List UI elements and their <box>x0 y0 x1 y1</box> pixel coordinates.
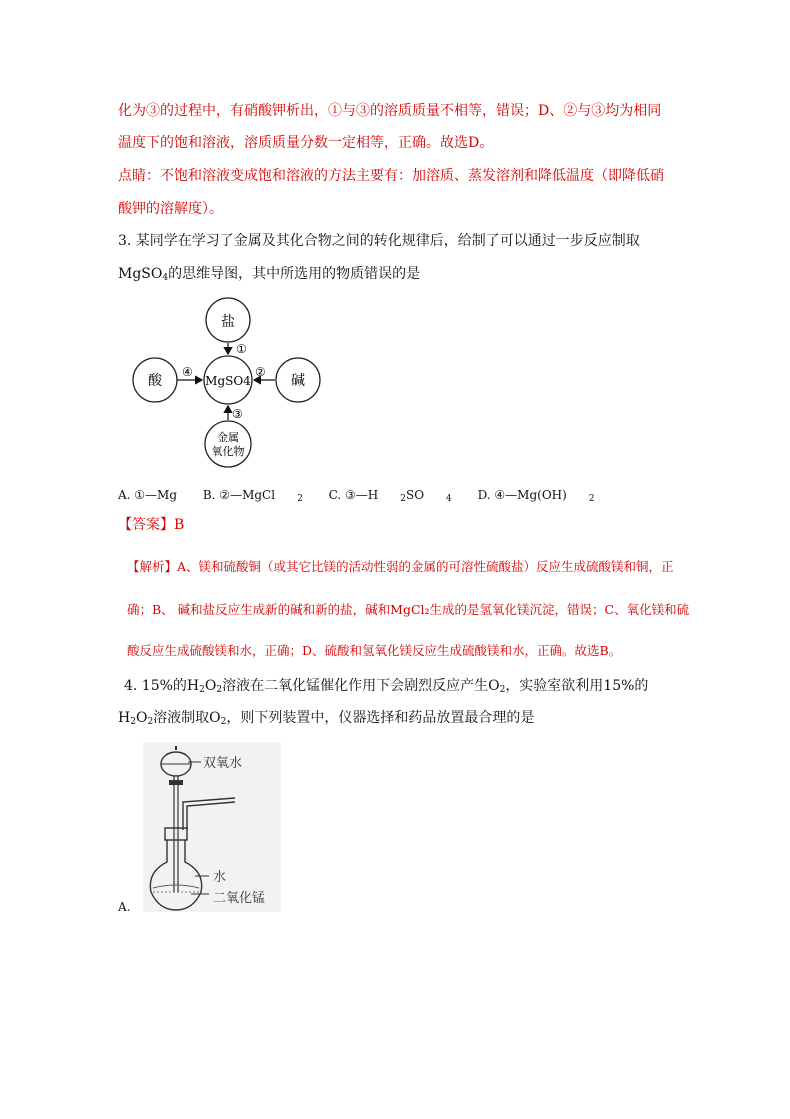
label-n1: ① <box>236 342 247 356</box>
q4-stem-line-1: 4. 15%的$H_2O_2$溶液在二氧化锰催化作用下会剧烈反应产生$O_2$，实验室欲利用15%的 <box>124 678 649 695</box>
label-base: 碱 <box>291 373 305 389</box>
label-oxide: 氧化物 <box>211 445 245 458</box>
q3-stem-line-1: 3. 某同学在学习了金属及其化合物之间的转化规律后，给制了可以通过一步反应制取 <box>118 233 640 249</box>
prev-line-3: 点睛：不饱和溶液变成饱和溶液的方法主要有：加溶质、蒸发溶剂和降低温度（即降低硝 <box>118 168 664 184</box>
choice-a: A. ①—Mg <box>118 488 178 502</box>
prev-line-1: 化为③的过程中，有硝酸钾析出，①与③的溶质质量不相等，错误；D、②与③均为相同 <box>118 103 662 119</box>
label-n3: ③ <box>232 407 243 421</box>
prev-line-4: 酸钾的溶解度）。 <box>118 201 223 217</box>
apparatus-image <box>143 742 281 912</box>
label-metal: 金属 <box>217 431 239 444</box>
node-metal-oxide <box>205 421 251 467</box>
label-salt: 盐 <box>221 314 235 330</box>
answer: 【答案】B <box>118 517 185 533</box>
label-hydrogen-peroxide: 双氧水 <box>203 756 243 771</box>
label-water: 水 <box>213 870 227 885</box>
q3-choices <box>118 486 617 508</box>
q3-formula: MgSO <box>118 266 163 282</box>
analysis-line-2: 确；B、 碱和盐反应生成新的碱和新的盐，碱和MgCl₂生成的是氢氧化镁沉淀，错误；C、氧化镁和硫 <box>127 602 690 617</box>
q3-stem-line-2: MgSO$_4$的思维导图，其中所选用的物质错误的是 <box>118 266 421 283</box>
choice-c: C. ③—H $_2$SO $_4$ <box>328 488 452 504</box>
label-mno2: 二氧化锰 <box>213 891 266 906</box>
label-center: MgSO4 <box>205 374 251 388</box>
prev-line-2: 温度下的饱和溶液，溶质质量分数一定相等，正确。故选D。 <box>118 135 494 151</box>
label-n2: ② <box>255 365 266 379</box>
choice-d: D. ④—Mg(OH) $_2$ <box>477 488 595 504</box>
mind-map-diagram <box>120 296 330 468</box>
label-acid: 酸 <box>148 373 162 389</box>
option-a-label: A. <box>118 900 131 914</box>
analysis-line-1: 【解析】A、镁和硫酸铜（或其它比镁的活动性弱的金属的可溶性硫酸盐）反应生成硫酸镁和铜，正 <box>127 559 674 574</box>
label-n4: ④ <box>182 365 193 379</box>
q4-stem-line-2: $H_2O_2$溶液制取$O_2$，则下列装置中，仪器选择和药品放置最合理的是 <box>118 710 535 727</box>
choice-b: B. ②—MgCl $_2$ <box>202 488 303 504</box>
analysis-line-3: 酸反应生成硫酸镁和水，正确；D、硫酸和氢氧化镁反应生成硫酸镁和水，正确。故选B。 <box>127 643 622 658</box>
